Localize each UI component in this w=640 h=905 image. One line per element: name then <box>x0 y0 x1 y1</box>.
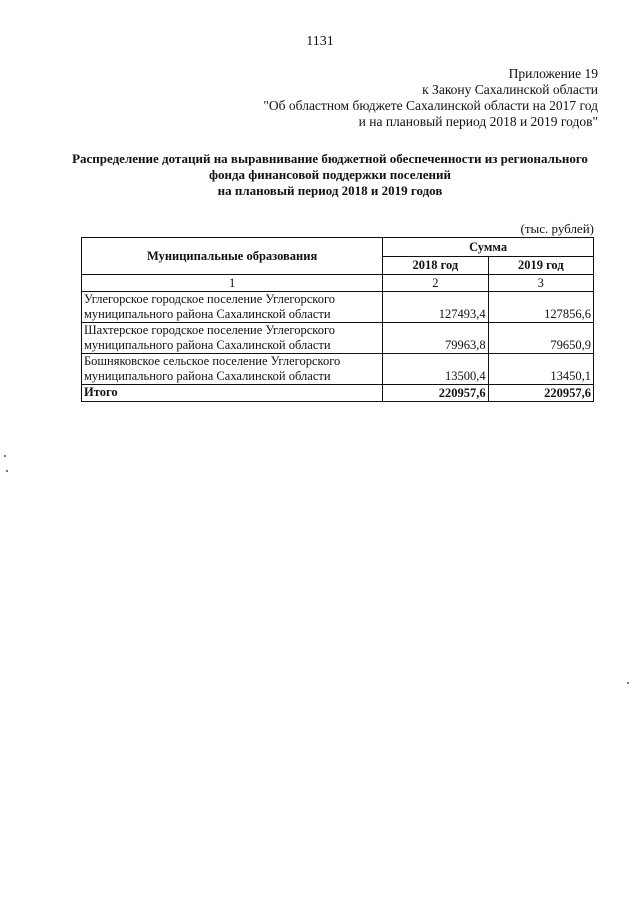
total-2018: 220957,6 <box>383 385 488 402</box>
municipality-name-line: муниципального района Сахалинской области <box>84 307 331 321</box>
appendix-line: Приложение 19 <box>508 66 598 81</box>
column-number-row <box>82 275 594 292</box>
value-2019: 79650,9 <box>488 323 593 354</box>
header-municipality: Муниципальные образования <box>82 238 383 275</box>
value-2018: 79963,8 <box>383 323 488 354</box>
value-2018: 13500,4 <box>383 354 488 385</box>
table-row <box>82 323 594 354</box>
scan-speck <box>627 682 629 684</box>
column-number: 3 <box>488 275 593 292</box>
units-label: (тыс. рублей) <box>520 221 594 236</box>
column-number: 1 <box>82 275 383 292</box>
header-row <box>82 238 594 257</box>
municipality-name-line: Бошняковское сельское поселение Углегорского <box>84 354 341 368</box>
municipality-name-line: муниципального района Сахалинской области <box>84 338 331 352</box>
total-row <box>82 385 594 402</box>
header-sum: Сумма <box>383 238 594 257</box>
value-2018: 127493,4 <box>383 292 488 323</box>
municipality-name <box>82 292 383 323</box>
appendix-line: и на плановый период 2018 и 2019 годов" <box>358 114 598 129</box>
municipality-name-line: Шахтерское городское поселение Углегорского <box>84 323 336 337</box>
header-year-2018: 2018 год <box>383 257 488 275</box>
header-year-2019: 2019 год <box>488 257 593 275</box>
page-number: 1131 <box>306 34 334 49</box>
municipality-name-line: муниципального района Сахалинской области <box>84 369 331 383</box>
document-title <box>70 151 590 199</box>
appendix-line: "Об областном бюджете Сахалинской области на 2017 год <box>263 98 598 113</box>
municipality-name-line: Углегорское городское поселение Углегорского <box>84 292 336 306</box>
total-2019: 220957,6 <box>488 385 593 402</box>
appendix-reference <box>263 66 598 130</box>
appendix-line: к Закону Сахалинской области <box>422 82 598 97</box>
table-row <box>82 292 594 323</box>
subsidy-table <box>81 237 594 402</box>
municipality-name <box>82 323 383 354</box>
municipality-name <box>82 354 383 385</box>
scan-speck <box>4 455 6 457</box>
title-line: на плановый период 2018 и 2019 годов <box>217 183 443 198</box>
value-2019: 13450,1 <box>488 354 593 385</box>
title-line: Распределение дотаций на выравнивание бюджетной обеспеченности из регионального <box>72 151 588 166</box>
value-2019: 127856,6 <box>488 292 593 323</box>
table-row <box>82 354 594 385</box>
column-number: 2 <box>383 275 488 292</box>
total-label: Итого <box>82 385 383 402</box>
title-line: фонда финансовой поддержки поселений <box>208 167 452 182</box>
scan-speck <box>6 470 8 472</box>
